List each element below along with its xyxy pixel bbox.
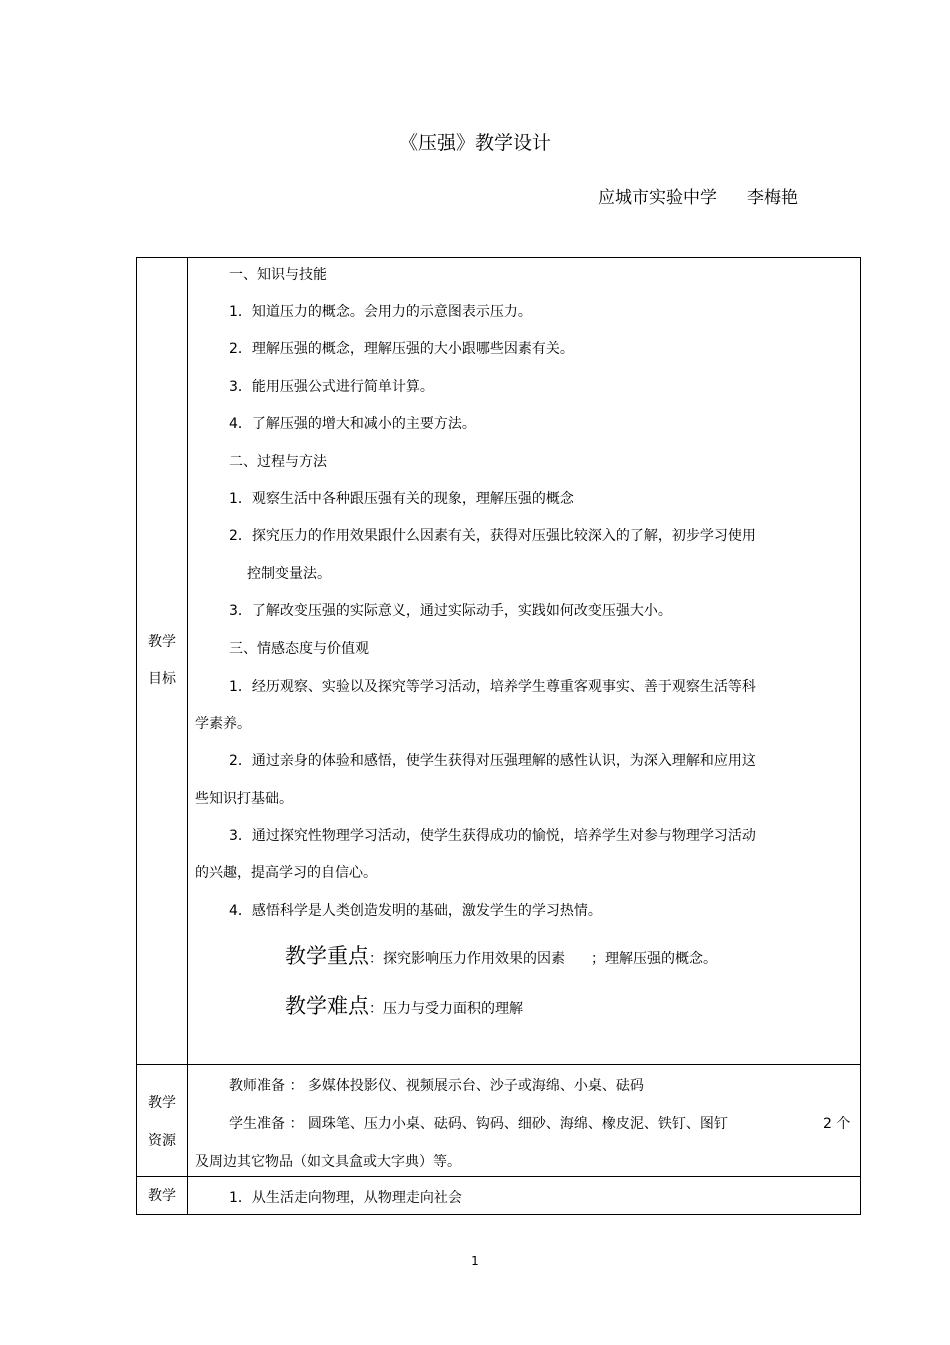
objective-line: 些知识打基础。 xyxy=(195,791,293,807)
difficulty-point xyxy=(285,990,523,1020)
column-divider-objectives xyxy=(187,258,188,1064)
objective-line: 3．了解改变压强的实际意义，通过实际动手，实践如何改变压强大小。 xyxy=(229,603,672,619)
objective-line: 二、过程与方法 xyxy=(229,454,327,470)
objective-line: 1．知道压力的概念。会用力的示意图表示压力。 xyxy=(229,304,532,320)
objective-line: 4．感悟科学是人类创造发明的基础，激发学生的学习热情。 xyxy=(229,903,602,919)
objectives-label-1: 教学 xyxy=(148,634,176,650)
student-prep-continued: 及周边其它物品（如文具盒或大字典）等。 xyxy=(195,1154,461,1170)
objective-line: 一、知识与技能 xyxy=(229,267,327,283)
process-label: 教学 xyxy=(148,1188,176,1204)
resources-label-1: 教学 xyxy=(148,1095,176,1111)
objective-line: 2．探究压力的作用效果跟什么因素有关，获得对压强比较深入的了解，初步学习使用 xyxy=(229,528,756,544)
key-point-text-2: ；理解压强的概念。 xyxy=(591,951,717,967)
objective-line: 1．观察生活中各种跟压强有关的现象，理解压强的概念 xyxy=(229,491,574,507)
row-divider-1 xyxy=(137,1064,860,1065)
key-point xyxy=(285,940,717,970)
objective-line: 4．了解压强的增大和减小的主要方法。 xyxy=(229,416,476,432)
objectives-label-2: 目标 xyxy=(148,671,176,687)
objective-line: 学素养。 xyxy=(195,716,251,732)
lesson-plan-table xyxy=(136,257,861,1215)
key-point-text: ：探究影响压力作用效果的因素 xyxy=(369,951,565,967)
process-line: 1．从生活走向物理，从物理走向社会 xyxy=(229,1190,462,1206)
objective-line: 3．通过探究性物理学习活动，使学生获得成功的愉悦，培养学生对参与物理学习活动 xyxy=(229,828,756,844)
key-point-label: 教学重点 xyxy=(285,944,369,968)
author-line xyxy=(598,183,798,208)
document-title: 《压强》教学设计 xyxy=(398,132,551,154)
objective-line: 2．通过亲身的体验和感悟，使学生获得对压强理解的感性认识，为深入理解和应用这 xyxy=(229,753,756,769)
author-name: 李梅艳 xyxy=(747,188,798,208)
difficulty-label: 教学难点 xyxy=(285,994,369,1018)
page-number: 1 xyxy=(471,1254,479,1268)
difficulty-text: ：压力与受力面积的理解 xyxy=(369,1001,523,1017)
objective-line: 1．经历观察、实验以及探究等学习活动，培养学生尊重客观事实、善于观察生活等科 xyxy=(229,679,756,695)
author-school: 应城市实验中学 xyxy=(598,188,717,208)
objective-line: 2．理解压强的概念，理解压强的大小跟哪些因素有关。 xyxy=(229,341,574,357)
teacher-prep: 教师准备 ： 多媒体投影仪、视频展示台、沙子或海绵、小桌、砝码 xyxy=(229,1078,644,1094)
resources-label-2: 资源 xyxy=(148,1133,176,1149)
objective-line: 控制变量法。 xyxy=(247,566,331,582)
objective-line: 的兴趣，提高学习的自信心。 xyxy=(195,865,377,881)
student-prep-count: 2 个 xyxy=(823,1116,851,1132)
objective-line: 三、情感态度与价值观 xyxy=(229,641,369,657)
objective-line: 3．能用压强公式进行简单计算。 xyxy=(229,379,434,395)
row-divider-2 xyxy=(137,1176,860,1177)
column-divider-lower xyxy=(187,1064,188,1214)
student-prep: 学生准备 ： 圆珠笔、压力小桌、砝码、钩码、细砂、海绵、橡皮泥、铁钉、图钉 xyxy=(229,1116,728,1132)
